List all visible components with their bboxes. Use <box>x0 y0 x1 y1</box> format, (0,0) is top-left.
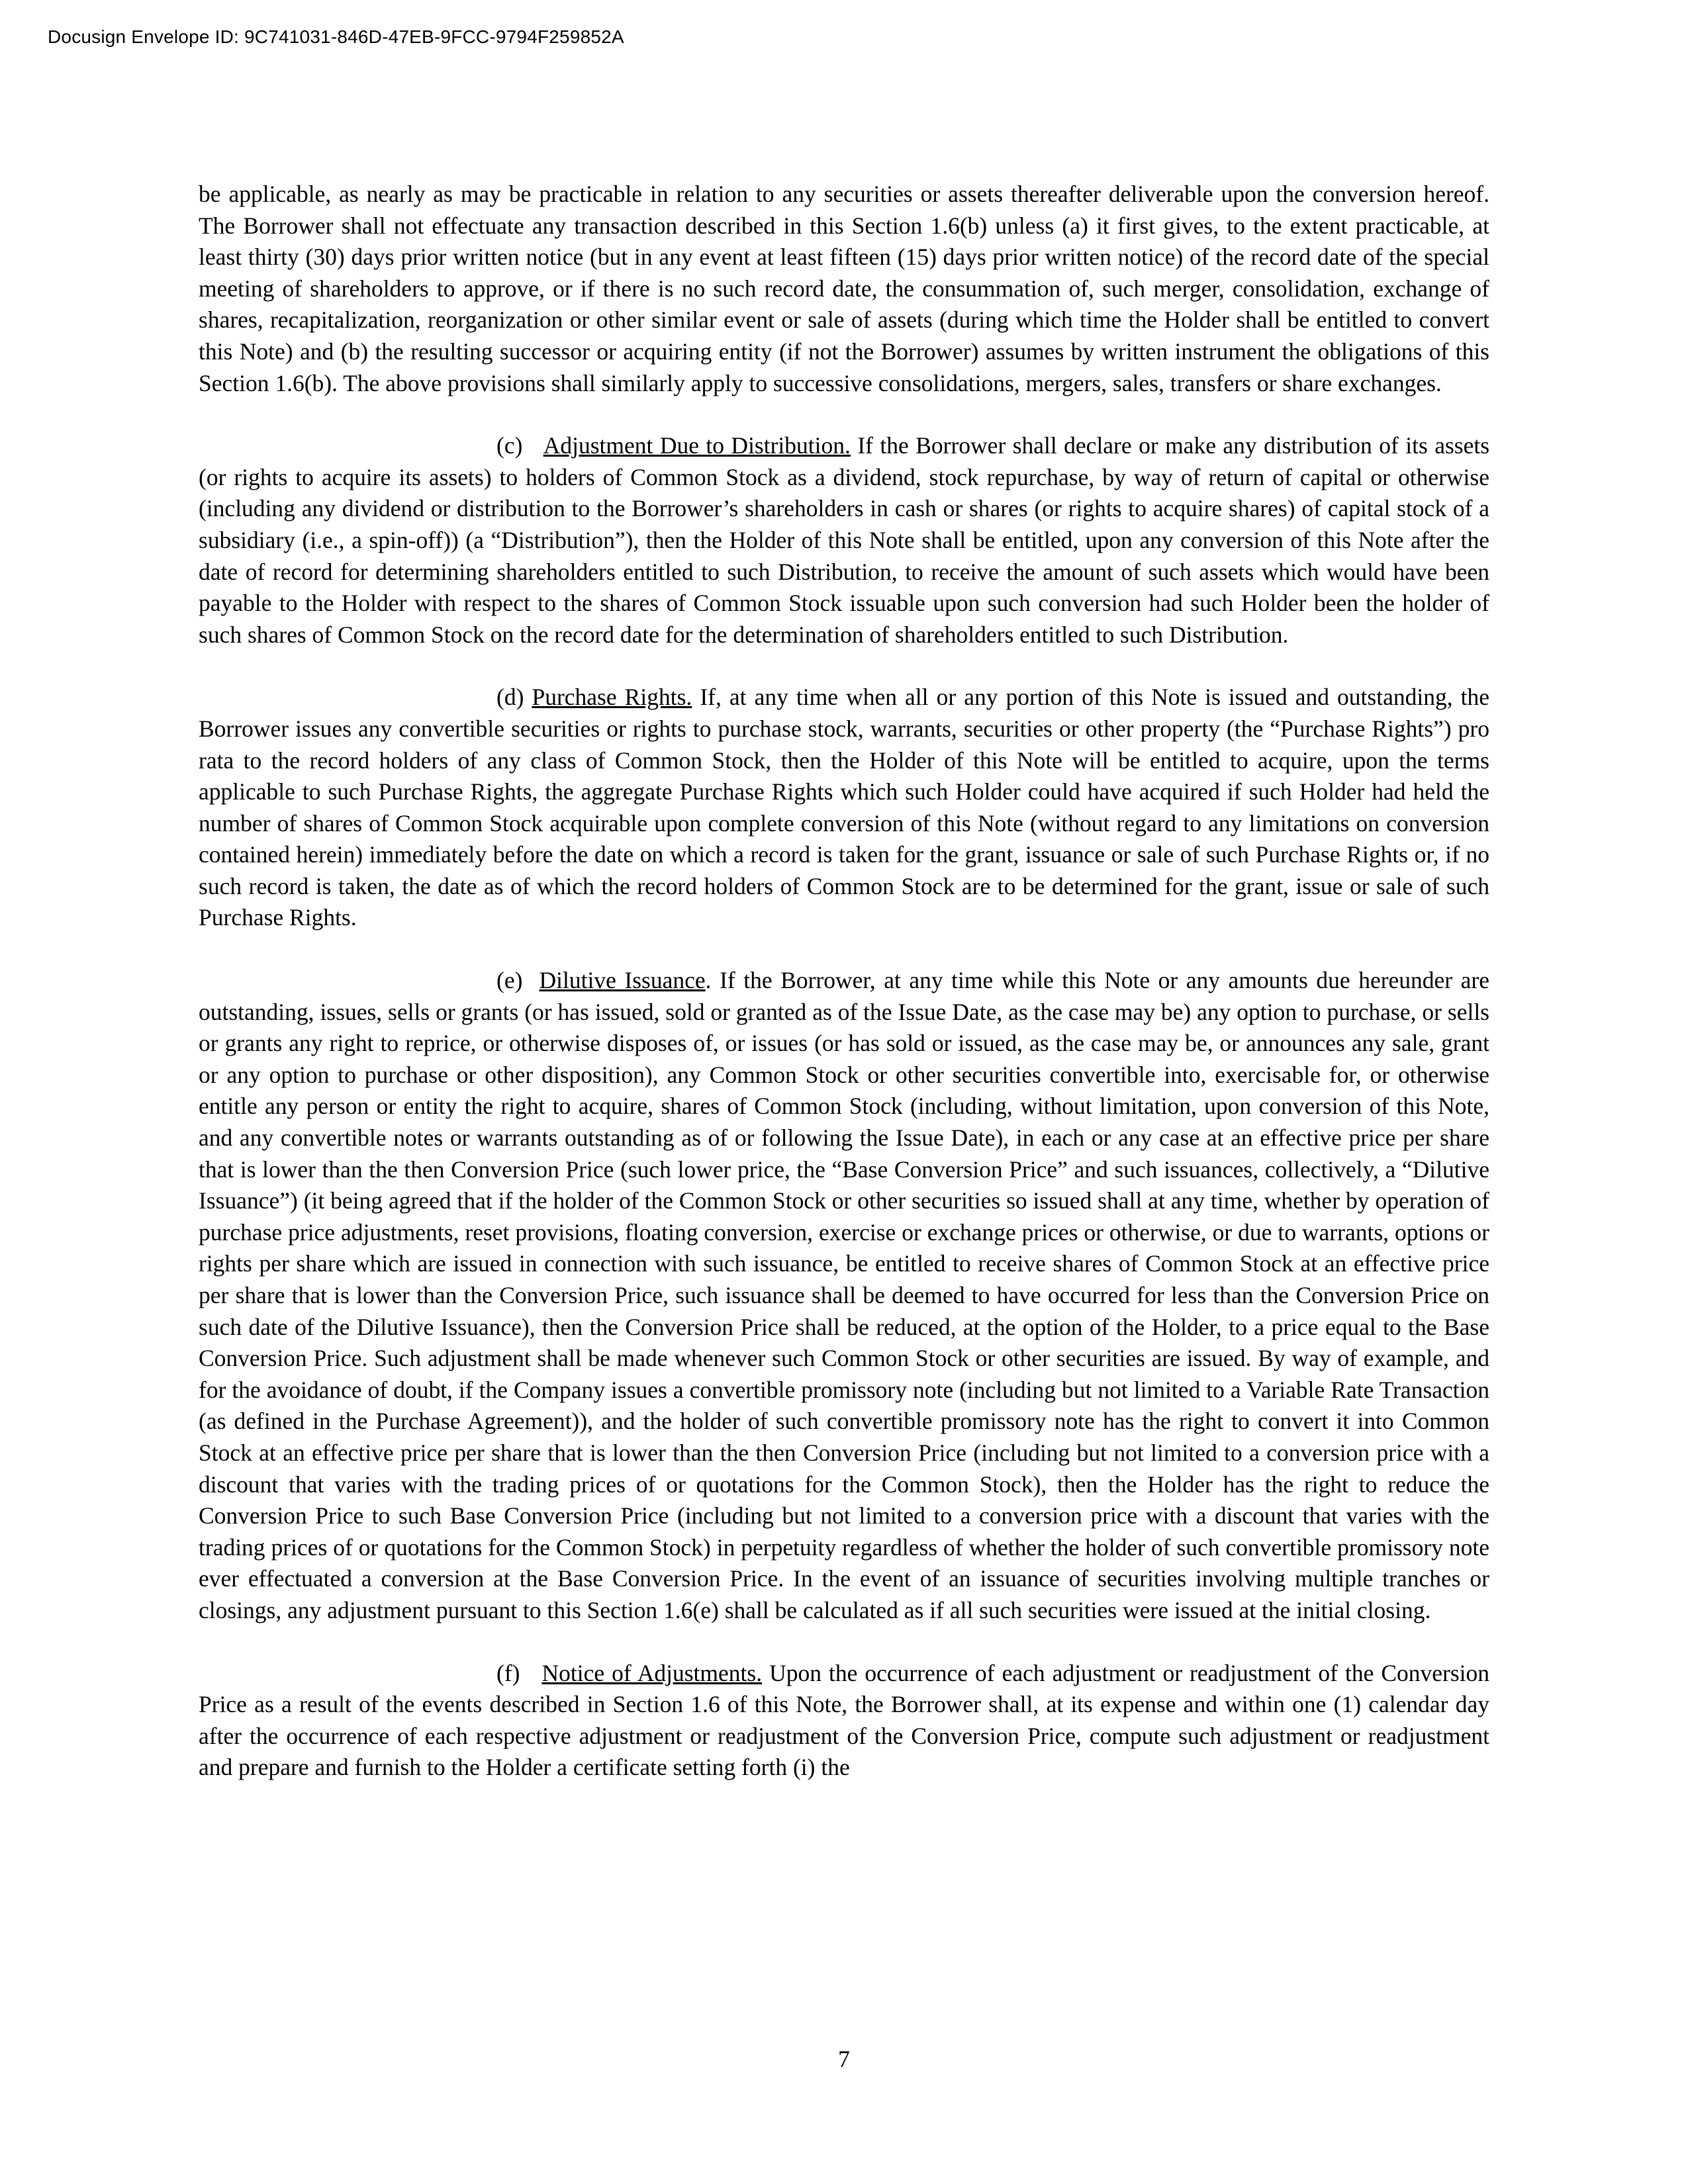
paragraph-label: (c) <box>496 432 523 459</box>
paragraph-e <box>199 965 1489 1626</box>
paragraph-label: (e) <box>496 967 523 994</box>
page-number: 7 <box>838 2046 850 2072</box>
paragraph-label: (d) <box>496 684 524 711</box>
paragraph-continuation: be applicable, as nearly as may be practicable in relation to any securities or assets thereafter deliverable upon the conversion hereof. The Borrower shall not effectuate any transaction described in this Section 1.6(b) unless (a) it first gives, to the extent practicable, at least thirty (30) days prior written notice (but in any event at least fifteen (15) days prior written notice) of the record date of the special meeting of shareholders to approve, or if there is no such record date, the consummation of, such merger, consolidation, exchange of shares, recapitalization, reorganization or other similar event or sale of assets (during which time the Holder shall be entitled to convert this Note) and (b) the resulting successor or acquiring entity (if not the Borrower) assumes by written instrument the obligations of this Section 1.6(b). The above provisions shall similarly apply to successive consolidations, mergers, sales, transfers or share exchanges. <box>199 181 1489 396</box>
document-body <box>199 179 1489 1784</box>
envelope-id: Docusign Envelope ID: 9C741031-846D-47EB-9FCC-9794F259852A <box>48 26 624 47</box>
paragraph-text: Upon the occurrence of each adjustment or readjustment of the Conversion Price as a result of the events described in Section 1.6 of this Note, the Borrower shall, at its expense and within one (1) calendar day after the occurrence of each respective adjustment or readjustment of the Conversion Price, compute such adjustment or readjustment and prepare and furnish to the Holder a certificate setting forth (i) the <box>199 1659 1490 1781</box>
paragraph-text: If the Borrower shall declare or make any distribution of its assets (or rights to acquire its assets) to holders of Common Stock as a dividend, stock repurchase, by way of return of capital or otherwise (including any dividend or distribution to the Borrower’s shareholders in cash or shares (or rights to acquire shares) of capital stock of a subsidiary (i.e., a spin-off)) (a “Distribution”), then the Holder of this Note shall be entitled, upon any conversion of this Note after the date of record for determining shareholders entitled to such Distribution, to receive the amount of such assets which would have been payable to the Holder with respect to the shares of Common Stock issuable upon such conversion had such Holder been the holder of such shares of Common Stock on the record date for the determination of shareholders entitled to such Distribution. <box>199 432 1490 648</box>
paragraph-label: (f) <box>496 1659 520 1686</box>
paragraph-c <box>199 430 1489 651</box>
paragraph-d <box>199 682 1489 934</box>
paragraph-f <box>199 1658 1489 1784</box>
paragraph-text: . If the Borrower, at any time while this Note or any amounts due hereunder are outstanding, issues, sells or grants (or has issued, sold or granted as of the Issue Date, as the case may be) any option to purchase, or sells or grants any right to reprice, or otherwise disposes of, or issues (or has sold or issued, as the case may be, or announces any sale, grant or any option to purchase or other disposition), any Common Stock or other securities convertible into, exercisable for, or otherwise entitle any person or entity the right to acquire, shares of Common Stock (including, without limitation, upon conversion of this Note, and any convertible notes or warrants outstanding as of or following the Issue Date), in each or any case at an effective price per share that is lower than the then Conversion Price (such lower price, the “Base Conversion Price” and such issuances, collectively, a “Dilutive Issuance”) (it being agreed that if the holder of the Common Stock or other securities so issued shall at any time, whether by operation of purchase price adjustments, reset provisions, floating conversion, exercise or exchange prices or otherwise, or due to warrants, options or rights per share which are issued in connection with such issuance, be entitled to receive shares of Common Stock at an effective price per share that is lower than the Conversion Price, such issuance shall be deemed to have occurred for less than the Conversion Price on such date of the Dilutive Issuance), then the Conversion Price shall be reduced, at the option of the Holder, to a price equal to the Base Conversion Price. Such adjustment shall be made whenever such Common Stock or other securities are issued. By way of example, and for the avoidance of doubt, if the Company issues a convertible promissory note (including but not limited to a Variable Rate Transaction (as defined in the Purchase Agreement)), and the holder of such convertible promissory note has the right to convert it into Common Stock at an effective price per share that is lower than the then Conversion Price (including but not limited to a conversion price with a discount that varies with the trading prices of or quotations for the Common Stock), then the Holder has the right to reduce the Conversion Price to such Base Conversion Price (including but not limited to a conversion price with a discount that varies with the trading prices of or quotations for the Common Stock) in perpetuity regardless of whether the holder of such convertible promissory note ever effectuated a conversion at the Base Conversion Price. In the event of an issuance of securities involving multiple tranches or closings, any adjustment pursuant to this Section 1.6(e) shall be calculated as if all such securities were issued at the initial closing. <box>199 967 1490 1623</box>
paragraph-heading: Dilutive Issuance <box>539 967 706 994</box>
paragraph-text: If, at any time when all or any portion of this Note is issued and outstanding, the Borrower issues any convertible securities or rights to purchase stock, warrants, securities or other property (the “Purchase Rights”) pro rata to the record holders of any class of Common Stock, then the Holder of this Note will be entitled to acquire, upon the terms applicable to such Purchase Rights, the aggregate Purchase Rights which such Holder could have acquired if such Holder had held the number of shares of Common Stock acquirable upon complete conversion of this Note (without regard to any limitations on conversion contained herein) immediately before the date on which a record is taken for the grant, issuance or sale of such Purchase Rights or, if no such record is taken, the date as of which the record holders of Common Stock are to be determined for the grant, issue or sale of such Purchase Rights. <box>199 684 1490 931</box>
paragraph-heading: Purchase Rights. <box>532 684 692 711</box>
paragraph-heading: Notice of Adjustments. <box>541 1659 763 1686</box>
paragraph-heading: Adjustment Due to Distribution. <box>543 432 851 459</box>
